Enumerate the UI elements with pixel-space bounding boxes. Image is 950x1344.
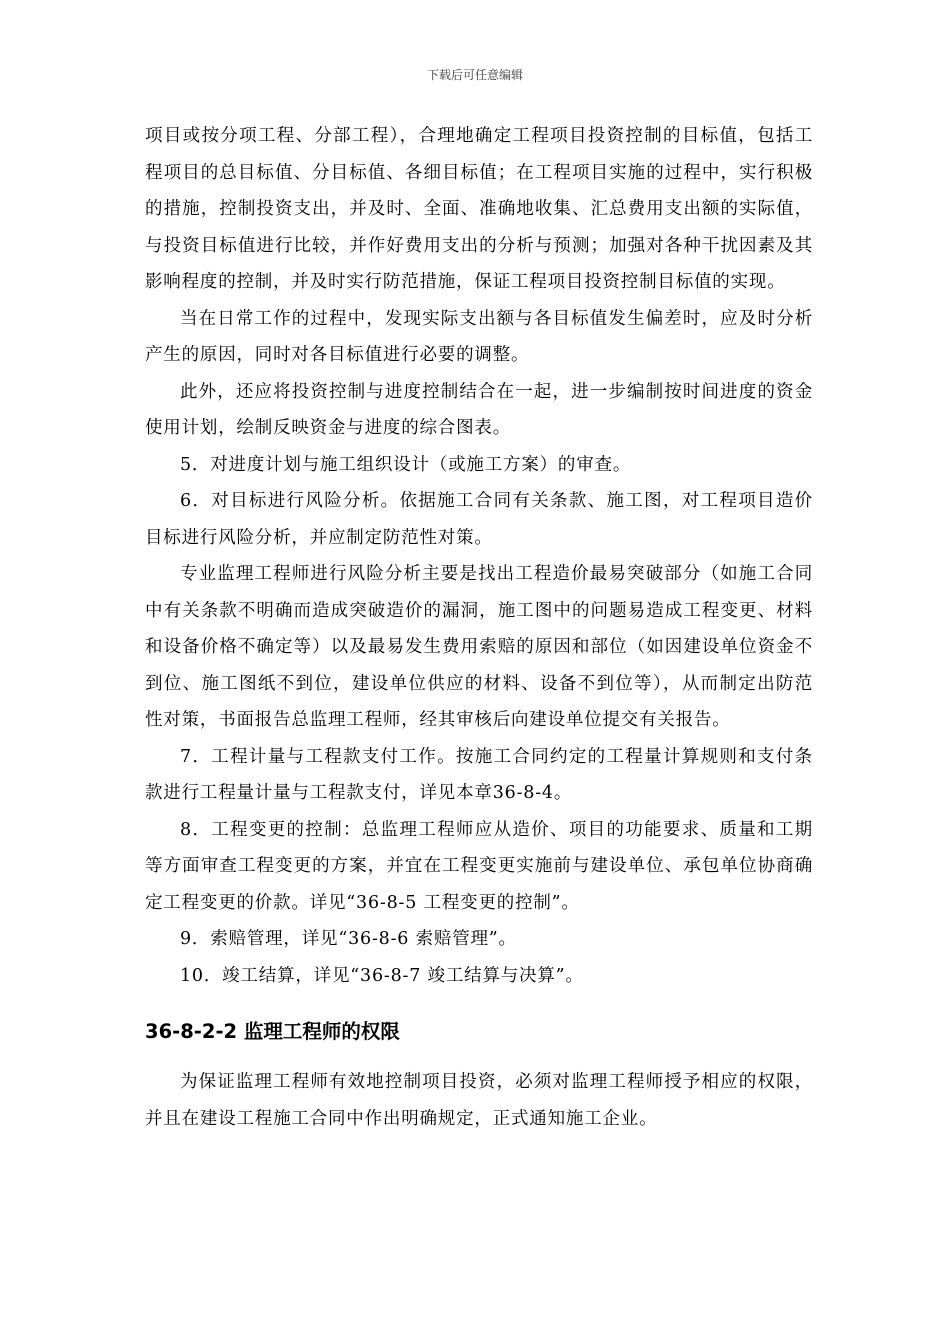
paragraph: 当在日常工作的过程中，发现实际支出额与各目标值发生偏差时，应及时分析产生的原因，同时对各目标值进行必要的调整。 <box>145 308 813 365</box>
section-heading: 36-8-2-2 监理工程师的权限 <box>145 1020 400 1043</box>
list-item-8: 8．工程变更的控制：总监理工程师应从造价、项目的功能要求、质量和工期等方面审查工程变更的方案，并宜在工程变更实施前与建设单位、承包单位协商确定工程变更的价款。详见“36-8-5 工程变更的控制”。 <box>145 819 813 913</box>
paragraph: 专业监理工程师进行风险分析主要是找出工程造价最易突破部分（如施工合同中有关条款不明确而造成突破造价的漏洞，施工图中的问题易造成工程变更、材料和设备价格不确定等）以及最易发生费用索赔的原因和部位（如因建设单位资金不到位、施工图纸不到位，建设单位供应的材料、设备不到位等），从而制定出防范性对策，书面报告总监理工程师，经其审核后向建设单位提交有关报告。 <box>145 564 813 730</box>
paragraph: 此外，还应将投资控制与进度控制结合在一起，进一步编制按时间进度的资金使用计划，绘制反映资金与进度的综合图表。 <box>145 381 813 438</box>
paragraph: 为保证监理工程师有效地控制项目投资，必须对监理工程师授予相应的权限，并且在建设工程施工合同中作出明确规定，正式通知施工企业。 <box>145 1072 813 1129</box>
page-header: 下载后可任意编辑 <box>426 68 523 82</box>
list-item-9: 9．索赔管理，详见“36-8-6 索赔管理”。 <box>180 929 517 949</box>
list-item-10: 10．竣工结算，详见“36-8-7 竣工结算与决算”。 <box>180 965 584 986</box>
list-item-6: 6．对目标进行风险分析。依据施工合同有关条款、施工图，对工程项目造价目标进行风险分析，并应制定防范性对策。 <box>145 491 813 548</box>
list-item-7: 7．工程计量与工程款支付工作。按施工合同约定的工程量计算规则和支付条款进行工程量计量与工程款支付，详见本章36-8-4。 <box>145 746 813 803</box>
document-body <box>145 118 813 1137</box>
paragraph: 项目或按分项工程、分部工程），合理地确定工程项目投资控制的目标值，包括工程项目的总目标值、分目标值、各细目标值；在工程项目实施的过程中，实行积极的措施，控制投资支出，并及时、全面、准确地收集、汇总费用支出额的实际值，与投资目标值进行比较，并作好费用支出的分析与预测；加强对各种干扰因素及其影响程度的控制，并及时实行防范措施，保证工程项目投资控制目标值的实现。 <box>145 126 813 292</box>
list-item-5: 5．对进度计划与施工组织设计（或施工方案）的审查。 <box>180 454 632 475</box>
